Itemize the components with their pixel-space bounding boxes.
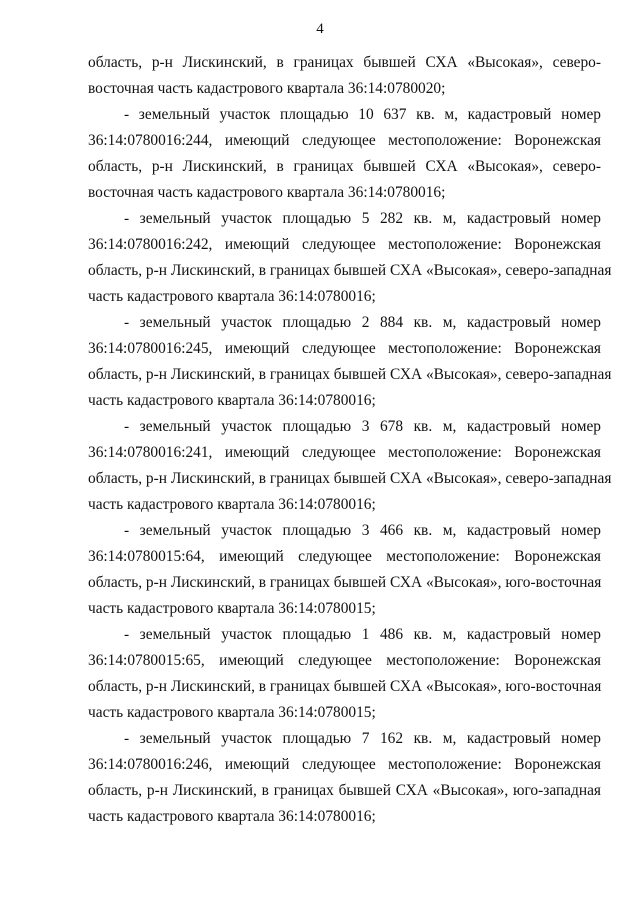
text-line: - земельный участок площадью 5 282 кв. м, кадастровый номер — [124, 210, 601, 227]
document-body — [88, 50, 612, 830]
text-line: 36:14:0780016:242, имеющий следующее местоположение: Воронежская — [88, 236, 601, 253]
text-line: восточная часть кадастрового квартала 36:14:0780016; — [88, 184, 446, 201]
text-line: 36:14:0780016:246, имеющий следующее местоположение: Воронежская — [88, 756, 601, 773]
list-item-land-plot-246 — [88, 726, 601, 830]
text-line: часть кадастрового квартала 36:14:0780016; — [88, 496, 376, 513]
list-item-land-plot-241 — [88, 414, 612, 518]
text-line: - земельный участок площадью 2 884 кв. м, кадастровый номер — [124, 314, 601, 331]
text-line: - земельный участок площадью 7 162 кв. м, кадастровый номер — [124, 730, 601, 747]
text-line: область, р-н Лискинский, в границах бывшей СХА «Высокая», северо-западная — [88, 366, 612, 383]
text-line: - земельный участок площадью 10 637 кв. м, кадастровый номер — [124, 106, 601, 123]
text-line: часть кадастрового квартала 36:14:0780016; — [88, 808, 376, 825]
text-line: - земельный участок площадью 3 466 кв. м, кадастровый номер — [124, 522, 601, 539]
text-line: часть кадастрового квартала 36:14:0780015; — [88, 704, 376, 721]
text-line: 36:14:0780016:241, имеющий следующее местоположение: Воронежская — [88, 444, 601, 461]
text-line: область, р-н Лискинский, в границах бывшей СХА «Высокая», северо-западная — [88, 470, 612, 487]
paragraph-continuation — [88, 50, 601, 102]
text-line: - земельный участок площадью 1 486 кв. м, кадастровый номер — [124, 626, 601, 643]
text-line: 36:14:0780016:244, имеющий следующее местоположение: Воронежская — [88, 132, 601, 149]
text-line: часть кадастрового квартала 36:14:0780016; — [88, 288, 376, 305]
text-line: область, р-н Лискинский, в границах бывшей СХА «Высокая», юго-восточная — [88, 678, 602, 695]
text-line: восточная часть кадастрового квартала 36:14:0780020; — [88, 80, 446, 97]
list-item-land-plot-242 — [88, 206, 612, 310]
page-number: 4 — [316, 21, 324, 37]
text-line: часть кадастрового квартала 36:14:0780015; — [88, 600, 376, 617]
text-line: область, р-н Лискинский, в границах бывшей СХА «Высокая», северо-западная — [88, 262, 612, 279]
text-line: - земельный участок площадью 3 678 кв. м, кадастровый номер — [124, 418, 601, 435]
list-item-land-plot-65 — [88, 622, 601, 726]
text-line: область, р-н Лискинский, в границах бывшей СХА «Высокая», юго-западная — [88, 782, 601, 799]
text-line: область, р-н Лискинский, в границах бывшей СХА «Высокая», северо- — [88, 54, 601, 71]
text-line: 36:14:0780015:65, имеющий следующее местоположение: Воронежская — [88, 652, 601, 669]
text-line: часть кадастрового квартала 36:14:0780016; — [88, 392, 376, 409]
list-item-land-plot-245 — [88, 310, 612, 414]
list-item-land-plot-244 — [88, 102, 601, 206]
text-line: область, р-н Лискинский, в границах бывшей СХА «Высокая», северо- — [88, 158, 601, 175]
text-line: область, р-н Лискинский, в границах бывшей СХА «Высокая», юго-восточная — [88, 574, 602, 591]
text-line: 36:14:0780016:245, имеющий следующее местоположение: Воронежская — [88, 340, 601, 357]
list-item-land-plot-64 — [88, 518, 601, 622]
text-line: 36:14:0780015:64, имеющий следующее местоположение: Воронежская — [88, 548, 601, 565]
